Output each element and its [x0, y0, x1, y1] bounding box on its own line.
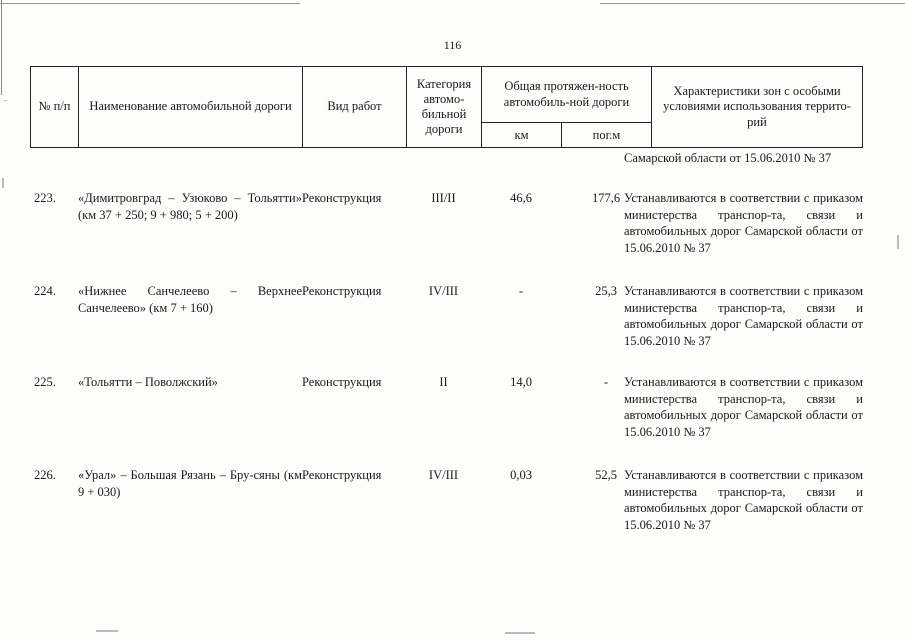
scan-speck [96, 630, 118, 632]
work-type: Реконструкция [302, 468, 382, 482]
row-number: 223. [34, 191, 56, 205]
row-number: 225. [34, 375, 56, 389]
header-name: Наименование автомобильной дороги [79, 67, 303, 147]
scan-rule [0, 3, 300, 4]
road-category: II [439, 375, 448, 389]
scan-speck [4, 100, 7, 101]
row-number: 224. [34, 284, 56, 298]
length-pogm: 52,5 [595, 468, 617, 482]
length-pogm: 177,6 [591, 191, 621, 205]
header-km: км [482, 123, 562, 147]
table-header [30, 66, 863, 148]
length-km: 46,6 [510, 191, 532, 205]
road-category: III/II [431, 191, 456, 205]
zone-characteristics: Устанавливаются в соответствии с приказом министерства транспор-та, связи и автомобильных дорог Самарской области от 15.06.2010 № 37 [624, 375, 863, 439]
zone-characteristics: Устанавливаются в соответствии с приказом министерства транспор-та, связи и автомобильных дорог Самарской области от 15.06.2010 № 37 [624, 468, 863, 532]
header-pogm: пог.м [562, 123, 652, 147]
zone-characteristics: Устанавливаются в соответствии с приказом министерства транспор-та, связи и автомобильных дорог Самарской области от 15.06.2010 № 37 [624, 191, 863, 255]
length-pogm: - [603, 375, 609, 389]
road-name: «Урал» – Большая Рязань – Бру-сяны (км 9 + 030) [78, 468, 302, 499]
carryover-characteristics: Самарской области от 15.06.2010 № 37 [624, 151, 832, 165]
zone-characteristics: Устанавливаются в соответствии с приказом министерства транспор-та, связи и автомобильных дорог Самарской области от 15.06.2010 № 37 [624, 284, 863, 348]
scan-rule [600, 3, 905, 4]
work-type: Реконструкция [302, 191, 382, 205]
scan-speck [897, 235, 899, 249]
road-name: «Тольятти – Поволжский» [78, 375, 218, 389]
road-name: «Димитровград – Узюково – Тольятти» (км 37 + 250; 9 + 980; 5 + 200) [78, 191, 302, 222]
work-type: Реконструкция [302, 375, 382, 389]
road-category: IV/III [428, 468, 459, 482]
length-km: 14,0 [510, 375, 532, 389]
row-number: 226. [34, 468, 56, 482]
road-name: «Нижнее Санчелеево – Верхнее Санчелеево» (км 7 + 160) [78, 284, 302, 315]
page-number: 116 [443, 38, 462, 52]
header-category: Категория автомо-бильной дороги [407, 67, 482, 147]
road-category: IV/III [428, 284, 459, 298]
header-characteristics: Характеристики зон с особыми условиями использования террито-рий [663, 84, 851, 129]
header-work-type: Вид работ [303, 67, 407, 147]
header-num: № п/п [31, 67, 79, 147]
length-pogm: 25,3 [595, 284, 617, 298]
header-total-length: Общая протяжен-ность автомобиль-ной дороги [482, 67, 652, 123]
length-km: 0,03 [510, 468, 532, 482]
scan-speck [505, 632, 535, 634]
scan-speck [2, 178, 4, 188]
length-km: - [518, 284, 524, 298]
work-type: Реконструкция [302, 284, 382, 298]
